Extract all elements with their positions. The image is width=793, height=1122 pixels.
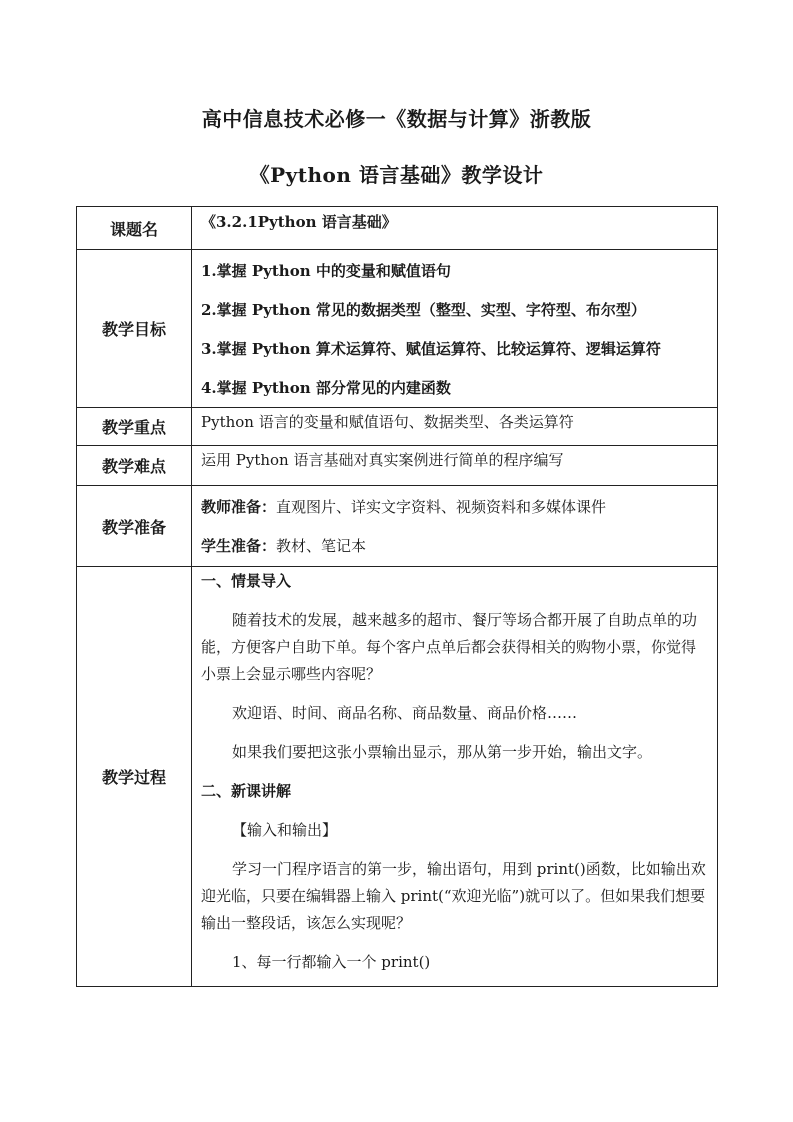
paragraph: 随着技术的发展，越来越多的超市、餐厅等场合都开展了自助点单的功能，方便客户自助下单。每个客户点单后都会获得相关的购物小票，你觉得小票上会显示哪些内容呢？ [201,611,698,683]
key-points-value [192,408,718,446]
paragraph: 欢迎语、时间、商品名称、商品数量、商品价格…… [232,704,578,722]
document-title: 高中信息技术必修一《数据与计算》浙教版 [201,107,592,131]
student-preparation [201,535,709,557]
row-preparation [77,486,718,567]
label-preparation: 教学准备 [77,486,192,567]
label-difficulties: 教学难点 [77,446,192,486]
row-topic [77,207,718,250]
row-difficulties [77,446,718,486]
document-subtitle: 《Python 语言基础》教学设计 [249,163,544,187]
objective-item: 1.掌握 Python 中的变量和赋值语句 [201,262,451,280]
label-topic: 课题名 [77,207,192,250]
difficulties-value [192,446,718,486]
section-heading: 二、新课讲解 [201,782,292,800]
process-content [192,567,718,987]
paragraph: 学习一门程序语言的第一步，输出语句，用到 print()函数，比如输出欢迎光临，只要在编辑器上输入 print(“欢迎光临”)就可以了。但如果我们想要输出一整段话，该怎么实现呢？ [201,860,706,932]
topic-value [192,207,718,250]
label-objectives: 教学目标 [77,250,192,408]
objectives-list [192,250,718,408]
topic-text: 《3.2.1Python 语言基础》 [201,213,397,231]
lesson-plan-table [76,206,718,987]
subheading: 【输入和输出】 [232,821,338,839]
objective-item: 2.掌握 Python 常见的数据类型（整型、实型、字符型、布尔型） [201,301,646,319]
preparation-value [192,486,718,567]
row-key-points [77,408,718,446]
student-preparation-text: 教材、笔记本 [276,537,367,555]
objective-item: 3.掌握 Python 算术运算符、赋值运算符、比较运算符、逻辑运算符 [201,340,661,358]
section-heading: 一、情景导入 [201,572,292,590]
student-preparation-label: 学生准备： [201,537,277,555]
objective-item: 4.掌握 Python 部分常见的内建函数 [201,379,451,397]
label-key-points: 教学重点 [77,408,192,446]
teacher-preparation-text: 直观图片、详实文字资料、视频资料和多媒体课件 [276,498,607,516]
teacher-preparation-label: 教师准备： [201,498,277,516]
row-process [77,567,718,987]
paragraph: 1、每一行都输入一个 print() [232,953,431,971]
paragraph: 如果我们要把这张小票输出显示，那从第一步开始，输出文字。 [232,743,653,761]
label-process: 教学过程 [77,567,192,987]
teacher-preparation [201,486,709,518]
row-objectives [77,250,718,408]
difficulties-text: 运用 Python 语言基础对真实案例进行简单的程序编写 [201,451,564,469]
key-points-text: Python 语言的变量和赋值语句、数据类型、各类运算符 [201,413,574,431]
